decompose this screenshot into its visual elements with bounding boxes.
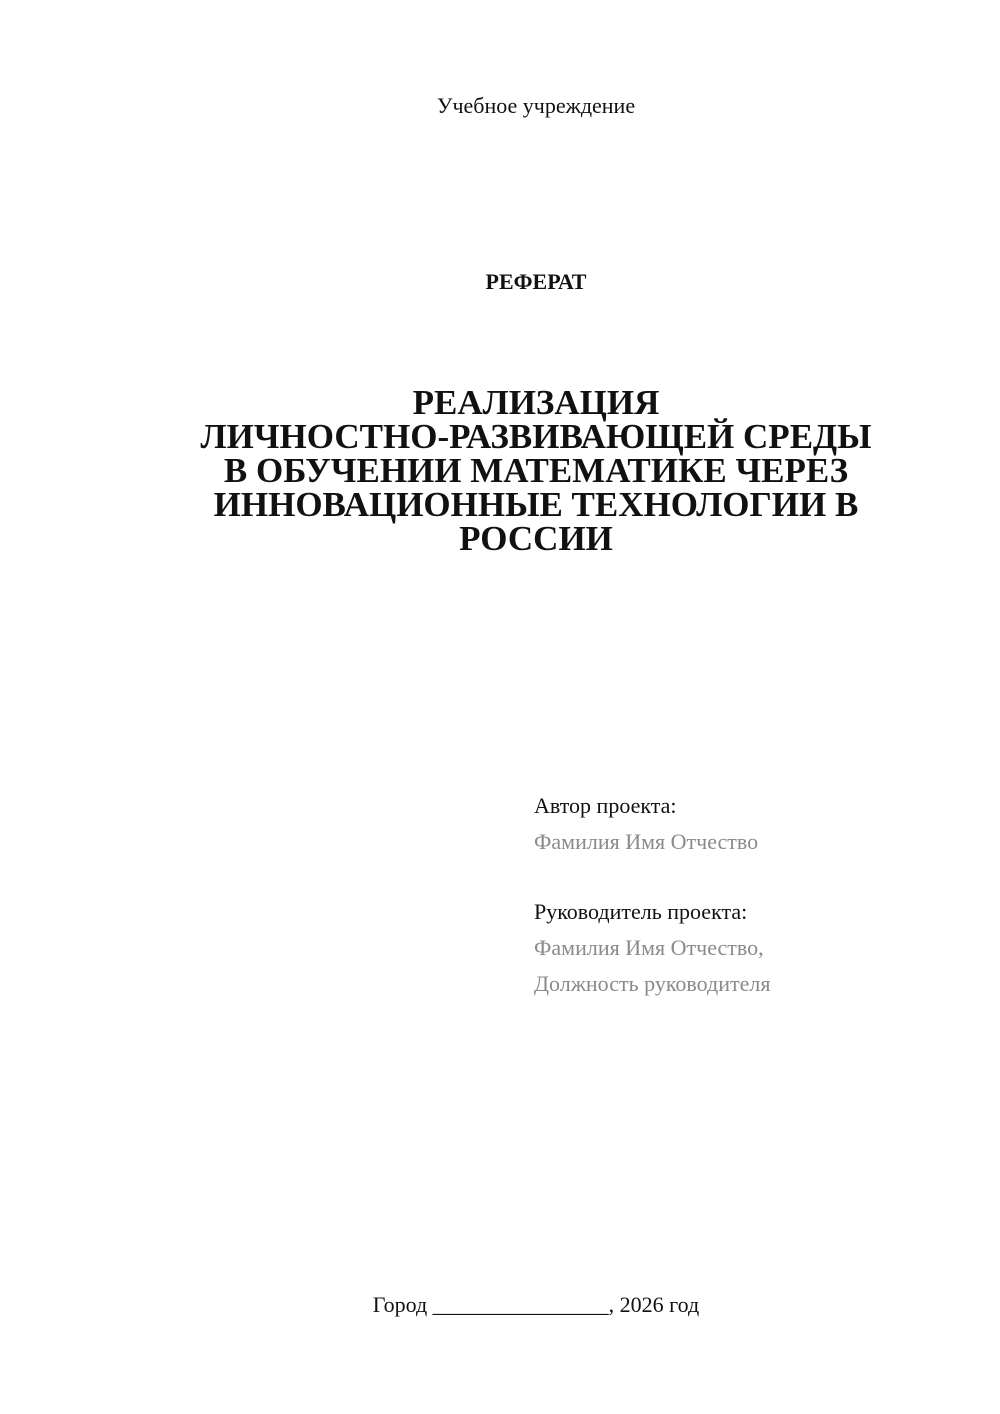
city-year-line: Город ________________, 2026 год [372, 1292, 700, 1317]
supervisor-block [534, 894, 954, 1002]
institution-name: Учебное учреждение [436, 93, 636, 118]
title-line: В ОБУЧЕНИИ МАТЕМАТИКЕ ЧЕРЕЗ [223, 451, 849, 490]
author-block [534, 788, 954, 860]
title-line: ЛИЧНОСТНО-РАЗВИВАЮЩЕЙ СРЕДЫ [200, 417, 872, 456]
supervisor-label: Руководитель проекта: [534, 899, 748, 924]
document-title [130, 383, 942, 558]
title-line: ИННОВАЦИОННЫЕ ТЕХНОЛОГИИ В [213, 485, 859, 524]
author-label: Автор проекта: [534, 793, 677, 818]
supervisor-position: Должность руководителя [534, 971, 771, 996]
document-type: РЕФЕРАТ [485, 269, 587, 294]
title-line: РОССИИ [459, 519, 613, 558]
supervisor-name: Фамилия Имя Отчество, [534, 935, 764, 960]
author-name: Фамилия Имя Отчество [534, 829, 759, 854]
title-line: РЕАЛИЗАЦИЯ [412, 383, 660, 422]
